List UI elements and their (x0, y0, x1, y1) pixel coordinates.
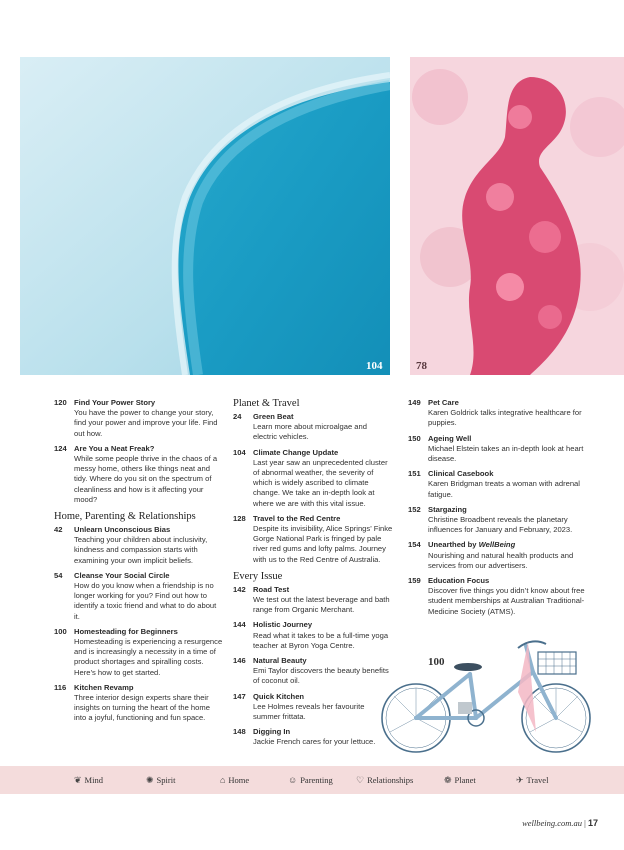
entry-title: Cleanse Your Social Circle (74, 570, 170, 580)
entry-description: Last year saw an unprecedented cluster of abnormal weather, the severity of which is widely ascribed to climate change. We take an in-depth look at where we are with this vital issue. (253, 457, 388, 508)
entry-title-prefix: Unearthed by (428, 540, 479, 550)
toc-entry (233, 514, 393, 565)
nav-item-home[interactable] (220, 766, 249, 794)
section-heading: Home, Parenting & Relationships (54, 511, 196, 523)
entry-title: Digging In (253, 727, 291, 737)
entry-description: Jackie French cares for your lettuce. (253, 737, 376, 747)
entry-title: Homesteading for Beginners (74, 626, 178, 636)
entry-page-number: 24 (233, 412, 242, 421)
toc-entry (233, 412, 393, 443)
entry-title: Clinical Casebook (428, 469, 494, 479)
entry-page-number: 147 (233, 691, 246, 701)
toc-entry (233, 692, 393, 723)
ocean-aerial-photo (20, 57, 390, 375)
planet-icon: ❁ (444, 774, 452, 785)
entry-description: Discover five things you didn’t know about free student memberships at Australian Traditional-Medicine Society (ATMS). (428, 586, 585, 616)
entry-description: While some people thrive in the chaos of a messy home, others like things neat and tidy. Where do you sit on the spectrum of cleanliness and how is it affecting your mood? (74, 454, 218, 504)
toc-entry (408, 505, 588, 536)
entry-page-number: 150 (408, 433, 421, 443)
toc-entry (233, 620, 393, 651)
entry-title: Climate Change Update (253, 447, 339, 457)
entry-description: Christine Broadbent reveals the planetary influences for January and February, 2023. (428, 515, 573, 535)
entry-description: Teaching your children about inclusivity, kindness and compassion starts with examining your own implicit beliefs. (74, 535, 208, 565)
spirit-icon: ✺ (146, 774, 154, 785)
entry-title: Quick Kitchen (253, 691, 305, 701)
toc-entry (54, 627, 224, 678)
toc-entry (408, 469, 588, 500)
entry-description: Read what it takes to be a full-time yoga teacher at Byron Yoga Centre. (253, 630, 389, 650)
ocean-page-label: 104 (366, 360, 383, 372)
nav-item-planet[interactable] (444, 766, 476, 794)
entry-page-number: 152 (408, 504, 421, 514)
toc-entry (408, 398, 588, 429)
flowers-page-label: 78 (416, 360, 427, 372)
nav-item-relationships[interactable] (356, 766, 413, 794)
contents-column-1 (54, 398, 224, 729)
nav-item-mind[interactable] (74, 766, 103, 794)
nav-item-spirit[interactable] (146, 766, 175, 794)
entry-description: How do you know when a friendship is no longer working for you? Find out how to identify a toxic friend and what to do about it. (74, 581, 217, 621)
plane-icon: ✈ (516, 774, 524, 785)
entry-page-number: 149 (408, 398, 421, 407)
entry-title: Stargazing (428, 504, 467, 514)
entry-page-number: 151 (408, 469, 421, 479)
toc-entry (54, 525, 224, 566)
entry-page-number: 146 (233, 656, 246, 666)
page-footer (522, 818, 598, 828)
contents-column-3 (408, 398, 588, 622)
website-url[interactable]: wellbeing.com.au (522, 818, 583, 828)
contents-column-2 (233, 398, 393, 753)
entry-page-number: 159 (408, 576, 421, 586)
entry-title: Holistic Journey (253, 620, 313, 630)
entry-page-number: 104 (233, 447, 246, 457)
entry-description: Three interior design experts share their insights on turning the heart of the home into a joyful, functioning and fun space. (74, 693, 210, 723)
entry-description: Nourishing and natural health products and services from our advertisers. (428, 550, 574, 570)
nav-item-travel[interactable] (516, 766, 548, 794)
entry-page-number: 128 (233, 513, 246, 523)
entry-description: Karen Goldrick talks integrative healthcare for puppies. (428, 408, 582, 428)
toc-entry (233, 656, 393, 687)
entry-page-number: 148 (233, 727, 246, 737)
entry-page-number: 124 (54, 443, 67, 453)
toc-entry (54, 571, 224, 622)
nav-label: Travel (526, 775, 549, 785)
blossom-silhouette-photo (410, 57, 624, 375)
nav-label: Spirit (156, 775, 176, 785)
entry-title: Kitchen Revamp (74, 682, 134, 692)
footer-separator: | (584, 818, 586, 828)
entry-description: Michael Elstein takes an in-depth look at heart disease. (428, 443, 584, 464)
mind-icon: ❦ (74, 774, 82, 785)
entry-page-number: 144 (233, 620, 246, 630)
entry-page-number: 142 (233, 584, 246, 594)
entry-description: Emi Taylor discovers the beauty benefits of coconut oil. (253, 666, 389, 686)
entry-title: Find Your Power Story (74, 398, 156, 407)
toc-entry (408, 540, 588, 571)
entry-description: Despite its invisibility, Alice Springs’ Finke Gorge National Park is fringed by pale river red gums and lofty palms. Journey with us to the Red Centre of Australia. (253, 524, 393, 564)
bicycle-illustration (378, 632, 598, 758)
parenting-icon: ☺ (288, 775, 298, 785)
category-nav-bar (0, 766, 624, 794)
toc-entry (54, 683, 224, 724)
entry-title: Ageing Well (428, 433, 472, 443)
entry-page-number: 120 (54, 398, 67, 407)
nav-label: Parenting (300, 775, 333, 785)
entry-title: Green Beat (253, 412, 294, 421)
nav-label: Mind (84, 775, 103, 785)
section-heading: Every Issue (233, 570, 283, 582)
section-heading: Planet & Travel (233, 398, 300, 409)
entry-title: Road Test (253, 584, 290, 594)
toc-entry (408, 576, 588, 617)
page-number: 17 (587, 818, 598, 828)
entry-title: Natural Beauty (253, 656, 307, 666)
entry-page-number: 154 (408, 540, 421, 550)
entry-page-number: 54 (54, 570, 63, 580)
entry-description: We test out the latest beverage and bath range from Organic Merchant. (253, 595, 390, 615)
entry-description: Homesteading is experiencing a resurgence and is increasingly a necessity in a time of product shortages and spiralling costs. Here’s how to get started. (74, 637, 223, 677)
entry-title (428, 540, 515, 550)
toc-entry (233, 448, 393, 509)
home-icon: ⌂ (220, 775, 226, 785)
toc-entry (54, 398, 224, 439)
entry-page-number: 116 (54, 682, 67, 692)
brand-name: WellBeing (478, 540, 516, 550)
entry-title: Pet Care (428, 398, 459, 407)
toc-entry (408, 434, 588, 465)
entry-title: Unlearn Unconscious Bias (74, 525, 171, 535)
entry-title: Education Focus (428, 576, 490, 586)
nav-label: Relationships (367, 775, 414, 785)
entry-page-number: 100 (54, 626, 67, 636)
nav-label: Home (228, 775, 250, 785)
entry-description: You have the power to change your story, find your power and improve your life. Find out how. (74, 408, 218, 438)
nav-label: Planet (454, 775, 476, 785)
bike-page-label: 100 (428, 656, 445, 668)
entry-description: Learn more about microalgae and electric vehicles. (253, 422, 367, 442)
heart-icon: ♡ (356, 774, 365, 785)
toc-entry (233, 585, 393, 616)
nav-item-parenting[interactable] (288, 766, 333, 794)
entry-description: Karen Bridgman treats a woman with adrenal fatigue. (428, 479, 580, 499)
entry-title: Travel to the Red Centre (253, 513, 341, 523)
entry-page-number: 42 (54, 525, 63, 535)
entry-description: Lee Holmes reveals her favourite summer frittata. (253, 701, 365, 722)
toc-entry (233, 727, 393, 747)
toc-entry (54, 444, 224, 505)
entry-title: Are You a Neat Freak? (74, 443, 155, 453)
